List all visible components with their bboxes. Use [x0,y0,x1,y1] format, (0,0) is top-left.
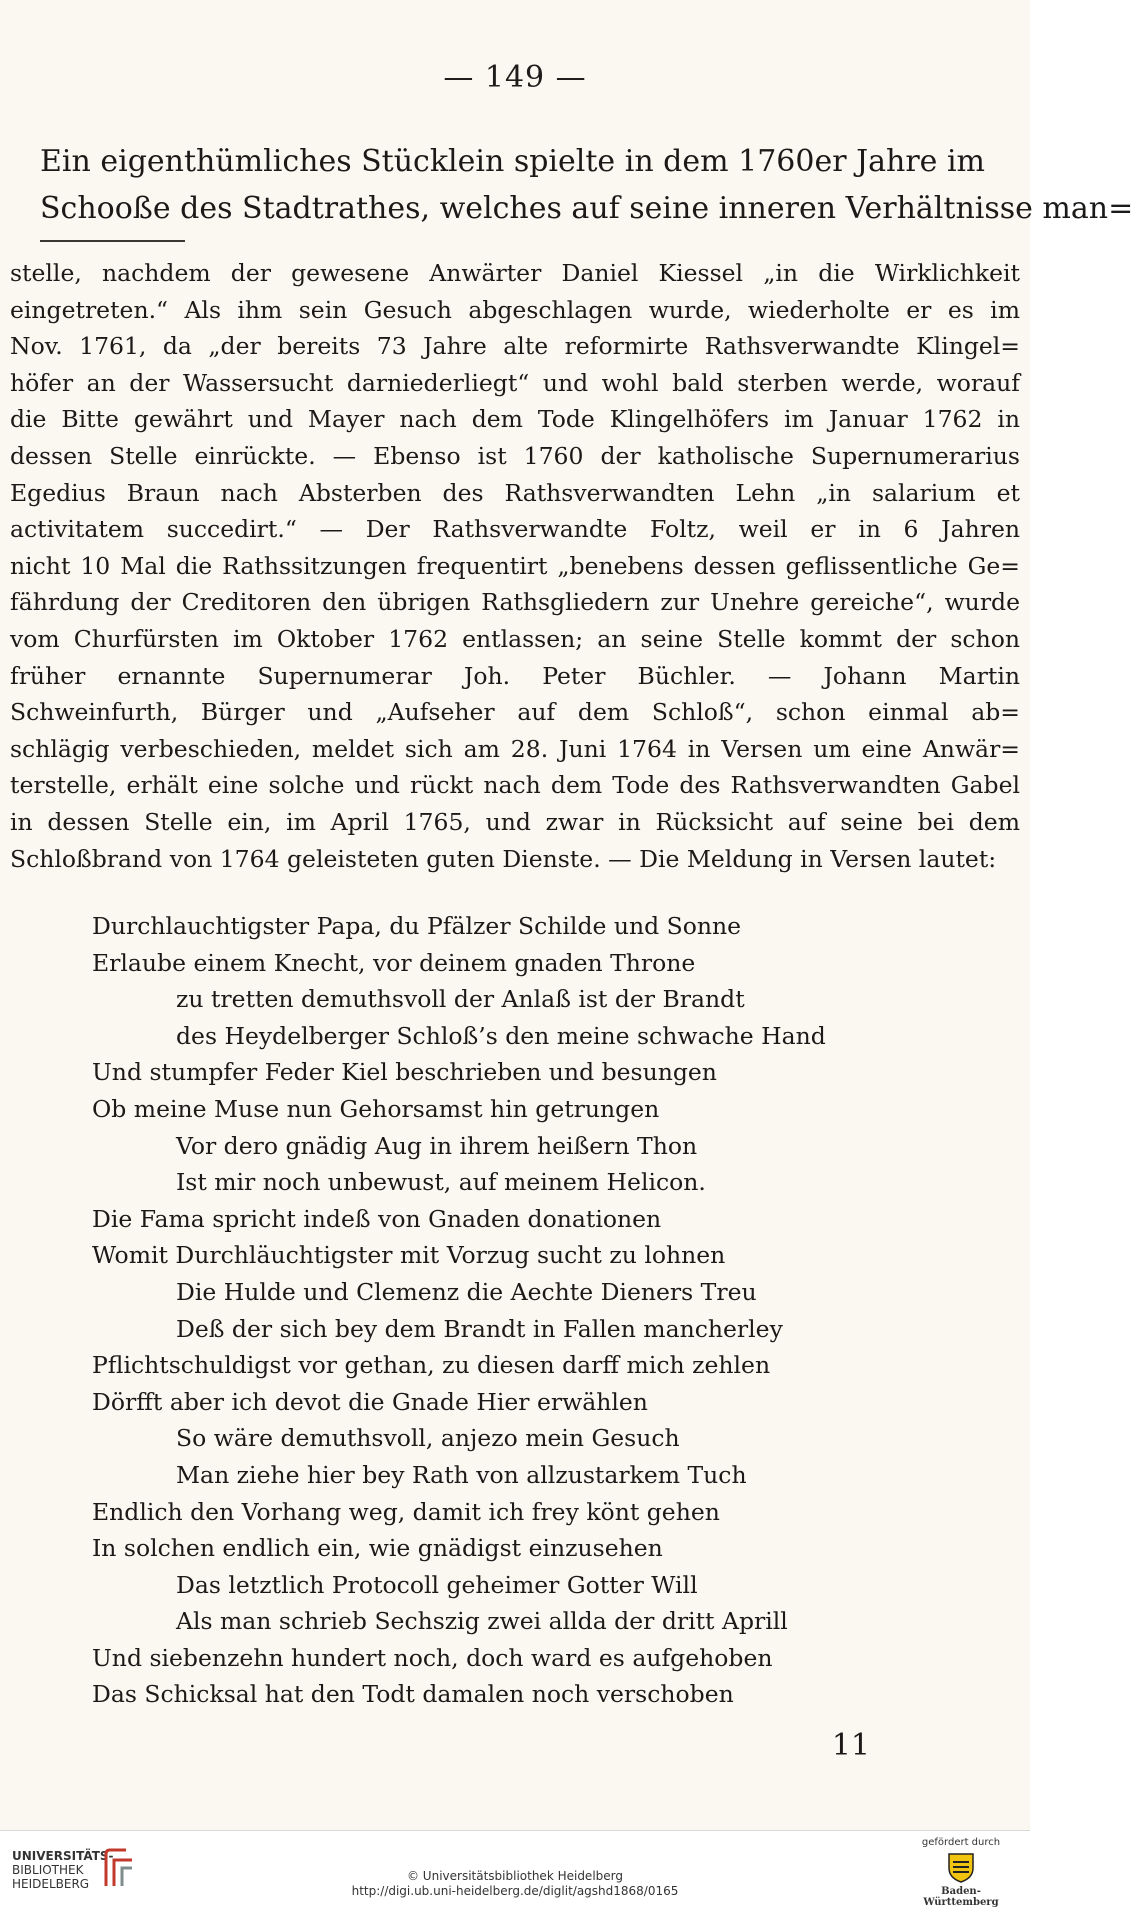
body-paragraph [10,255,1020,877]
poem-line: Als man schrieb Sechszig zwei allda der dritt Aprill [176,1607,788,1636]
funded-by-label: gefördert durch [921,1837,1001,1848]
poem-line: Vor dero gnädig Aug in ihrem heißern Thon [176,1131,698,1160]
poem-line: Ob meine Muse nun Gehorsamst hin getrungen [92,1094,660,1123]
poem-line: Man ziehe hier bey Rath von allzustarkem Tuch [176,1460,747,1489]
copyright-block [0,1869,1030,1899]
library-name-line: BIBLIOTHEK [12,1863,84,1877]
body-line: Egedius Braun nach Absterben des Rathsverwandten Lehn „in salarium et [10,478,1020,507]
library-name-line: UNIVERSITÄTS- [12,1849,114,1863]
poem-line: Endlich den Vorhang weg, damit ich frey könt gehen [92,1497,720,1526]
poem-line: Und siebenzehn hundert noch, doch ward es aufgehoben [92,1643,773,1672]
library-name-line: HEIDELBERG [12,1877,90,1891]
body-line: Schweinfurth, Bürger und „Aufseher auf dem Schloß“, schon einmal ab= [10,698,1020,727]
copyright-text: © Universitätsbibliothek Heidelberg [406,1869,623,1883]
poem-line: Ist mir noch unbewust, auf meinem Helicon. [176,1168,706,1197]
poem-line: zu tretten demuthsvoll der Anlaß ist der Brandt [176,985,745,1014]
poem-line: Erlaube einem Knecht, vor deinem gnaden Throne [92,948,696,977]
body-line: Schloßbrand von 1764 geleisteten guten Dienste. — Die Meldung in Versen lautet: [10,844,997,873]
poem-line: So wäre demuthsvoll, anjezo mein Gesuch [176,1424,680,1453]
intro-heading-text [40,138,1133,232]
poem-line: Womit Durchläuchtigster mit Vorzug sucht zu lohnen [92,1241,726,1270]
poem-line: Das letztlich Protocoll geheimer Gotter Will [176,1570,698,1599]
intro-line: Schooße des Stadtrathes, welches auf seine inneren Verhältnisse man= [40,191,1133,226]
body-line: stelle, nachdem der gewesene Anwärter Daniel Kiessel „in die Wirklichkeit [10,259,1020,287]
body-line: nicht 10 Mal die Rathssitzungen frequentirt „benebens dessen geflissentliche Ge= [10,551,1020,580]
signature-mark: 11 [831,1728,870,1763]
body-line: die Bitte gewährt und Mayer nach dem Tode Klingelhöfers im Januar 1762 in [10,405,1020,434]
poem-line: Dörfft aber ich devot die Gnade Hier erwählen [92,1387,648,1416]
body-line: dessen Stelle einrückte. — Ebenso ist 1760 der katholische Supernumerarius [10,441,1020,470]
poem-line: Die Hulde und Clemenz die Aechte Dieners Treu [176,1277,757,1306]
coat-of-arms-icon [944,1850,978,1884]
page-number: — 149 — [443,60,587,95]
body-line: activitatem succedirt.“ — Der Rathsverwandte Foltz, weil er in 6 Jahren [10,515,1020,544]
separator-rule [40,240,185,242]
poem-line: des Heydelberger Schloß’s den meine schwache Hand [176,1021,826,1050]
intro-line: Ein eigenthümliches Stücklein spielte in dem 1760er Jahre im [40,144,985,179]
source-url-link[interactable]: http://digi.ub.uni-heidelberg.de/diglit/agshd1868/0165 [351,1884,679,1898]
poem-line: Die Fama spricht indeß von Gnaden donationen [92,1204,662,1233]
body-line: Nov. 1761, da „der bereits 73 Jahre alte reformirte Rathsverwandte Klingel= [10,332,1020,361]
body-line: schlägig verbeschieden, meldet sich am 28. Juni 1764 in Versen um eine Anwär= [10,734,1020,763]
footer-bar [0,1830,1030,1908]
body-line: früher ernannte Supernumerar Joh. Peter Büchler. — Johann Martin [10,661,1020,690]
funding-block [906,1837,1016,1908]
poem-line: Deß der sich bey dem Brandt in Fallen mancherley [176,1314,783,1343]
body-line: fährdung der Creditoren den übrigen Rathsgliedern zur Unehre gereiche“, wurde [10,588,1020,617]
body-line: eingetreten.“ Als ihm sein Gesuch abgeschlagen wurde, wiederholte er es im [10,295,1020,324]
poem-line: In solchen endlich ein, wie gnädigst einzusehen [92,1534,663,1563]
body-line: terstelle, erhält eine solche und rückt nach dem Tode des Rathsverwandten Gabel [10,771,1020,800]
poem-line: Pflichtschuldigst vor gethan, zu diesen darff mich zehlen [92,1351,771,1380]
poem-line: Durchlauchtigster Papa, du Pfälzer Schilde und Sonne [92,912,742,940]
body-line: in dessen Stelle ein, im April 1765, und zwar in Rücksicht auf seine bei dem [10,807,1020,836]
poem-line: Das Schicksal hat den Todt damalen noch verschoben [92,1680,734,1709]
poem-block [92,908,912,1713]
poem-line: Und stumpfer Feder Kiel beschrieben und besungen [92,1058,717,1087]
state-name: Baden-Württemberg [923,1886,999,1908]
body-line: vom Churfürsten im Oktober 1762 entlassen; an seine Stelle kommt der schon [10,624,1020,653]
body-line: höfer an der Wassersucht darniederliegt“ und wohl bald sterben werde, worauf [10,368,1020,397]
